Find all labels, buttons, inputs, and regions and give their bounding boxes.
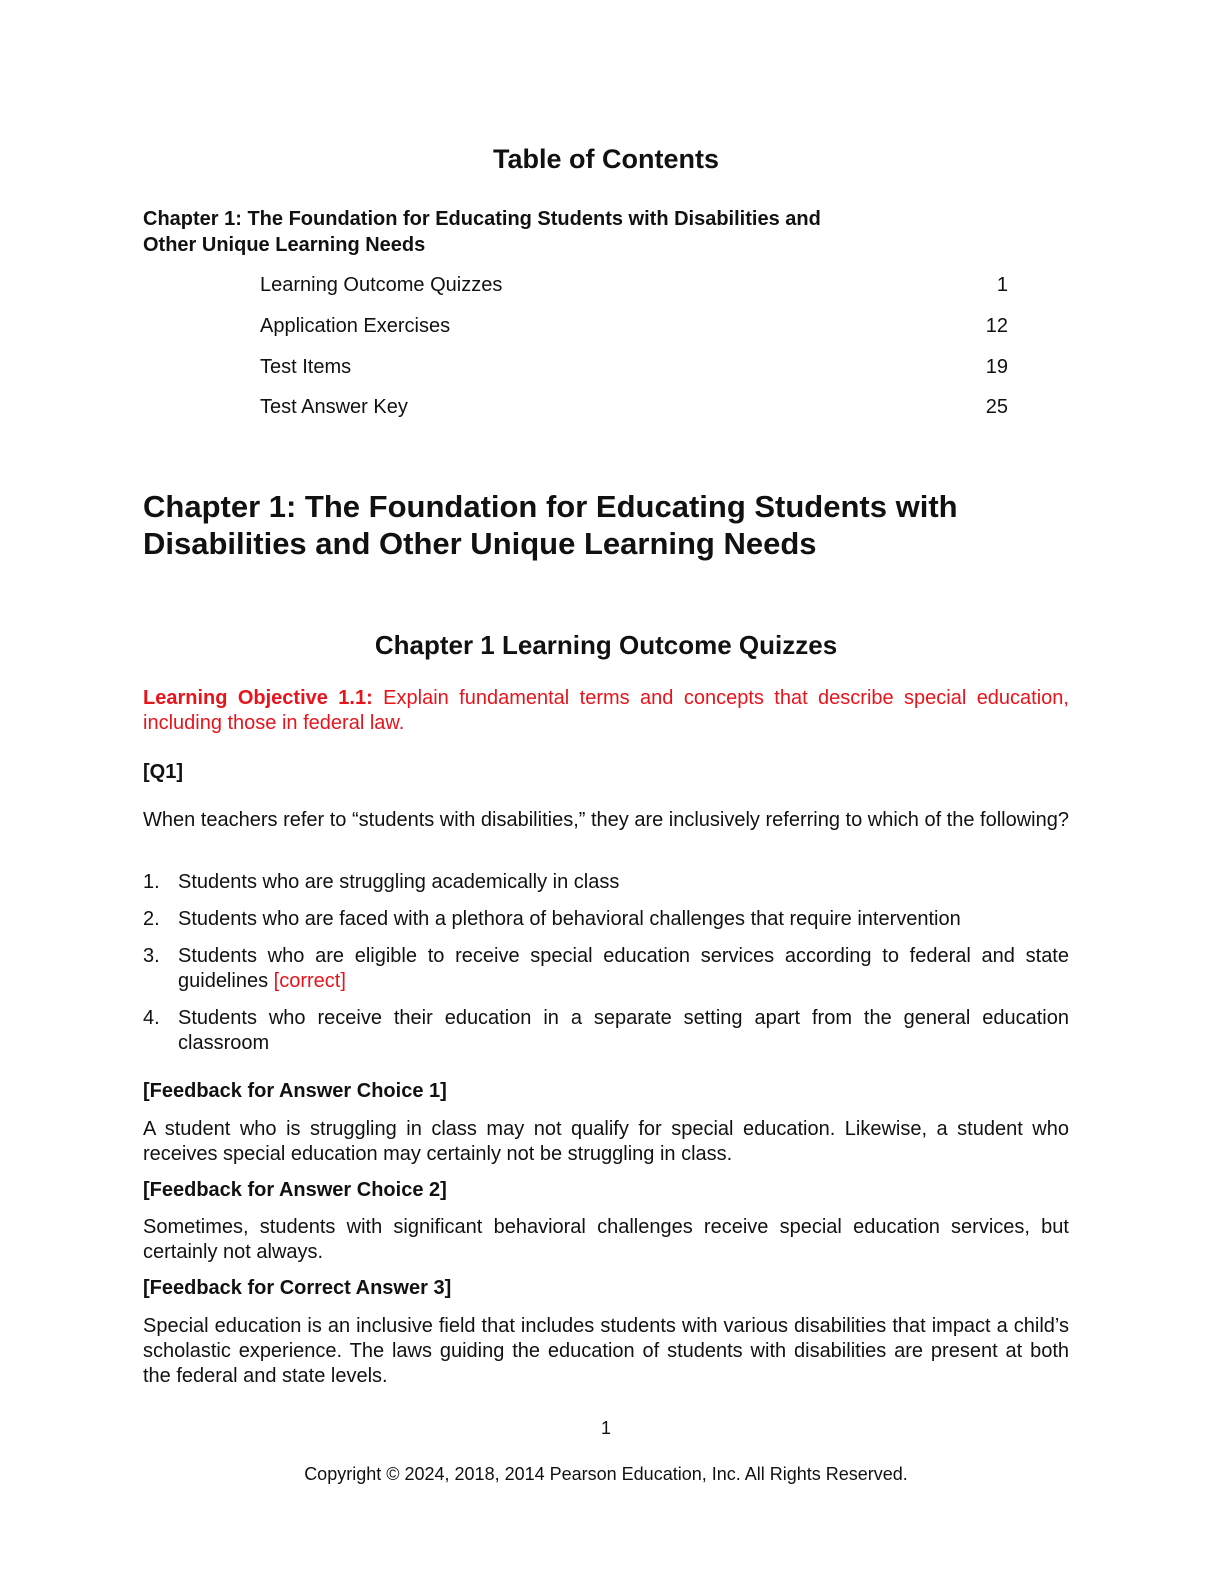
chapter-heading-line2: Disabilities and Other Unique Learning Needs <box>143 526 817 561</box>
learning-objective <box>143 686 1069 736</box>
answer-option-text <box>178 907 1069 932</box>
toc-entry[interactable] <box>260 313 1008 339</box>
answer-option-text <box>178 944 1069 994</box>
page-number: 1 <box>600 1418 611 1438</box>
learning-objective-text: Explain fundamental terms and concepts that describe special education, including those in federal law. <box>143 687 1069 734</box>
answer-option-number: 1. <box>143 871 160 893</box>
copyright-notice: Copyright © 2024, 2018, 2014 Pearson Education, Inc. All Rights Reserved. <box>304 1464 908 1484</box>
learning-objective-label: Learning Objective 1.1: <box>143 687 373 709</box>
answer-option <box>143 1006 1069 1056</box>
feedback-text: Sometimes, students with significant behavioral challenges receive special education services, but certainly not always. <box>143 1216 1069 1263</box>
answer-option-text <box>178 1006 1069 1056</box>
question-label: [Q1] <box>143 761 183 783</box>
toc-entry-page: 12 <box>985 315 1008 337</box>
answer-option-text-body: Students who are eligible to receive special education services according to federal and state guidelines <box>178 945 1069 992</box>
section-heading: Chapter 1 Learning Outcome Quizzes <box>374 630 838 660</box>
toc-entry[interactable] <box>260 272 1008 298</box>
answer-option-number: 4. <box>143 1007 160 1029</box>
toc-chapter-title <box>143 206 903 258</box>
toc-entry-page: 25 <box>985 396 1008 418</box>
feedback-heading: [Feedback for Answer Choice 2] <box>143 1179 447 1201</box>
answer-option <box>143 944 1069 994</box>
answer-option-text-body: Students who receive their education in a separate setting apart from the general education classroom <box>178 1007 1069 1054</box>
toc-entry-label: Test Answer Key <box>260 396 408 418</box>
toc-entry-label: Application Exercises <box>260 315 451 337</box>
chapter-heading-line1: Chapter 1: The Foundation for Educating Students with <box>143 489 958 524</box>
answer-option <box>143 907 1069 932</box>
toc-entry-page: 19 <box>985 356 1008 378</box>
toc-entry-page: 1 <box>996 274 1008 296</box>
toc-entry[interactable] <box>260 354 1008 380</box>
feedback-text: Special education is an inclusive field that includes students with various disabilities that impact a child’s scholastic experience. The laws guiding the education of students with disabilities are present at both the federal and state levels. <box>143 1315 1069 1387</box>
toc-entry-label: Learning Outcome Quizzes <box>260 274 503 296</box>
feedback-text: A student who is struggling in class may not qualify for special education. Likewise, a student who receives special education may certainly not be struggling in class. <box>143 1118 1069 1165</box>
toc-entry[interactable] <box>260 394 1008 420</box>
feedback-heading: [Feedback for Correct Answer 3] <box>143 1277 452 1299</box>
correct-marker: [correct] <box>273 970 346 992</box>
answer-option-text-body: Students who are faced with a plethora of behavioral challenges that require intervention <box>178 908 961 930</box>
toc-chapter-title-line2: Other Unique Learning Needs <box>143 234 426 256</box>
answer-option-text-body: Students who are struggling academically in class <box>178 871 620 893</box>
toc-chapter-title-line1: Chapter 1: The Foundation for Educating Students with Disabilities and <box>143 208 821 230</box>
toc-title: Table of Contents <box>493 144 719 174</box>
feedback-heading: [Feedback for Answer Choice 1] <box>143 1080 447 1102</box>
answer-option-number: 3. <box>143 945 160 967</box>
question-stem: When teachers refer to “students with disabilities,” they are inclusively referring to which of the following? <box>143 809 1069 831</box>
answer-option <box>143 870 1069 895</box>
chapter-heading <box>143 488 1083 562</box>
toc-entry-label: Test Items <box>260 356 352 378</box>
answer-option-number: 2. <box>143 908 160 930</box>
answer-option-text <box>178 870 1069 895</box>
